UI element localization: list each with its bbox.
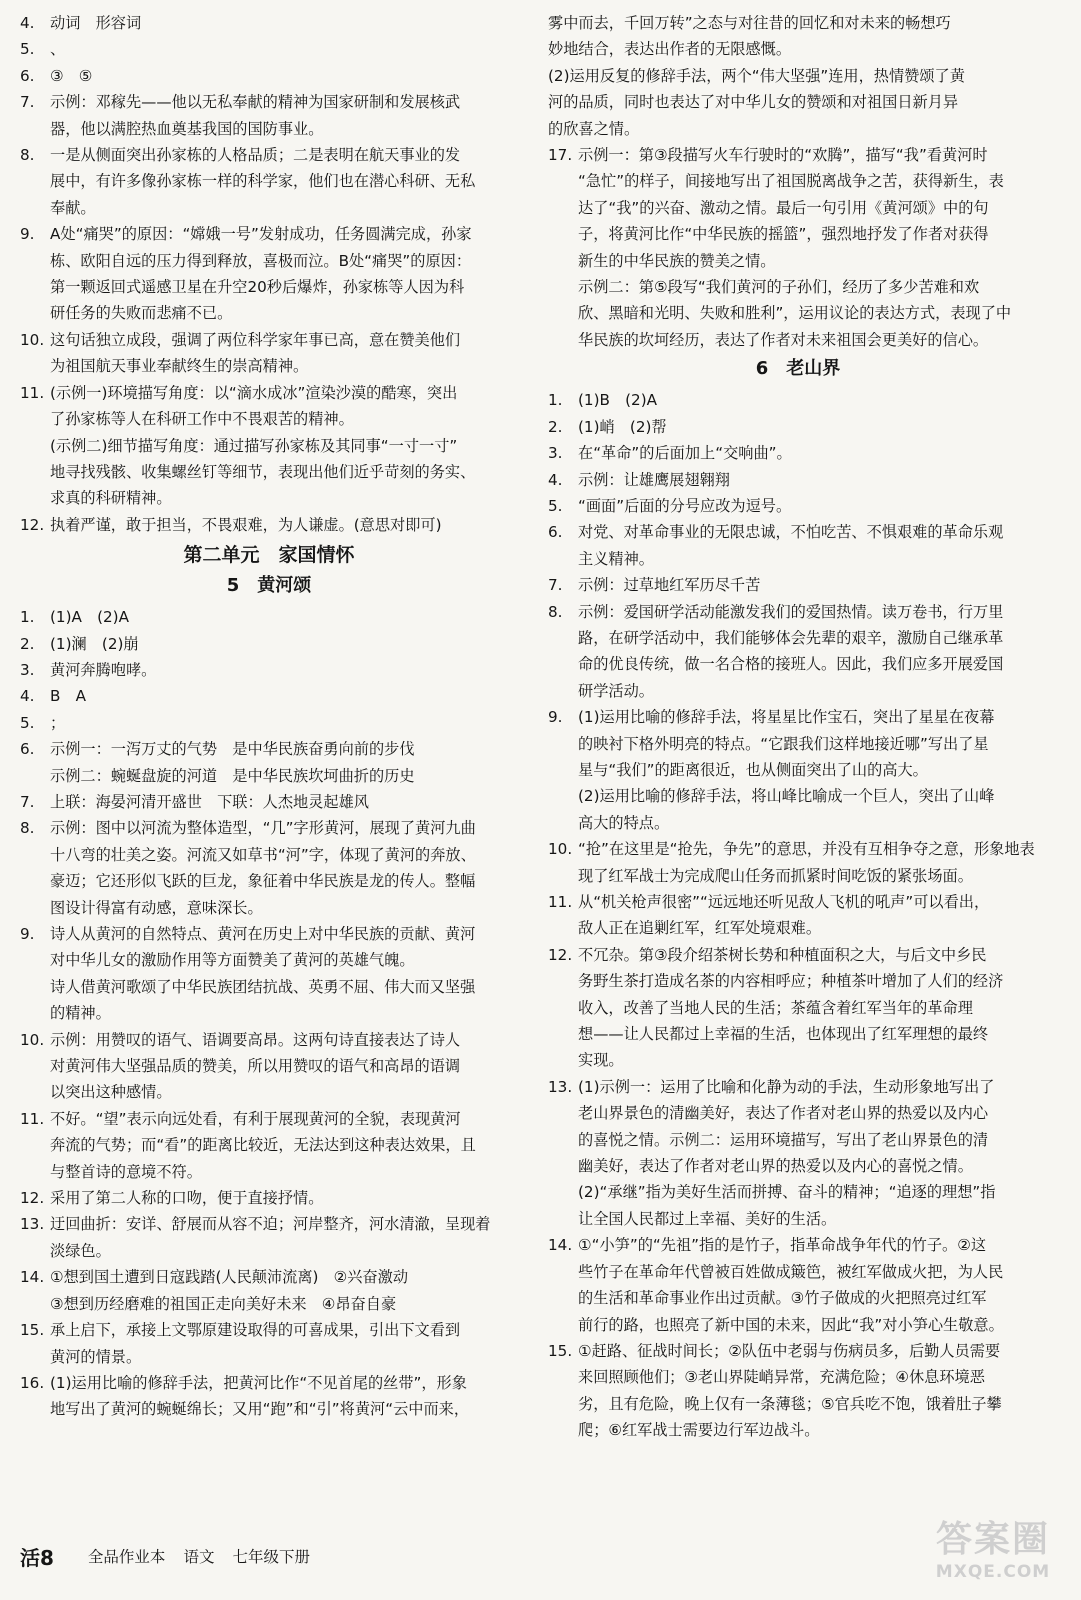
answer-number: 3.: [548, 444, 563, 463]
answer-number: 16.: [20, 1373, 45, 1392]
answer-text-line: 达了“我”的兴奋、激动之情。最后一句引用《黄河颂》中的句: [578, 198, 989, 217]
answer-text-line: 、: [50, 40, 66, 59]
answer-text-line: 现了红军战士为完成爬山任务而抓紧时间吃饭的紧张场面。: [578, 866, 973, 885]
answer-text-line: 子，将黄河比作“中华民族的摇篮”，强烈地抒发了作者对获得: [578, 225, 989, 244]
answer-text-line: 执着严谨，敢于担当，不畏艰难，为人谦虚。(意思对即可): [50, 515, 442, 534]
answer-text-line: (2)运用反复的修辞手法，两个“伟大坚强”连用，热情赞颂了黄: [548, 66, 965, 85]
answer-text-line: 对黄河伟大坚强品质的赞美，所以用赞叹的语气和高昂的语调: [50, 1057, 461, 1076]
answer-number: 6.: [20, 66, 35, 85]
watermark-logo-text: 答案圈: [935, 1518, 1050, 1560]
answer-number: 3.: [20, 660, 35, 679]
answer-number: 5.: [548, 496, 563, 515]
answer-item: [548, 572, 1048, 598]
answer-text-line: 务野生茶打造成名茶的内容相呼应；种植茶叶增加了人们的经济: [578, 972, 1004, 991]
answer-text-line: 华民族的坎坷经历，表达了作者对未来祖国会更美好的信心。: [578, 330, 989, 349]
answer-number: 10.: [20, 1030, 45, 1049]
answer-item: [20, 1027, 518, 1106]
answer-text-line: (1)峭 (2)帮: [578, 417, 667, 436]
answer-text-line: A处“痛哭”的原因：“嫦娥一号”发射成功，任务圆满完成，孙家: [50, 225, 472, 244]
answer-text-line: 示例二：第⑤段写“我们黄河的子孙们，经历了多少苦难和欢: [578, 278, 980, 297]
answer-text-line: 想——让人民都过上幸福的生活，也体现出了红军理想的最终: [578, 1025, 989, 1044]
answer-number: 15.: [20, 1321, 45, 1340]
lesson-heading: 5 黄河颂: [226, 575, 312, 597]
answer-item: [20, 142, 518, 221]
answer-number: 14.: [548, 1236, 573, 1255]
answer-item: [548, 599, 1048, 705]
answer-text-line: 欣、黑暗和光明、失败和胜利”，运用议论的表达方式，表现了中: [578, 304, 1012, 323]
answer-text-line: 路，在研学活动中，我们能够体会先辈的艰辛，激励自己继承革: [578, 628, 1004, 647]
answer-number: 9.: [20, 925, 35, 943]
answer-text-line: 的欣喜之情。: [548, 119, 640, 138]
answer-item: [548, 493, 1048, 519]
answer-text-line: 诗人从黄河的自然特点、黄河在历史上对中华民族的贡献、黄河: [50, 925, 476, 943]
answer-continuation: [548, 10, 1048, 142]
answer-number: 12.: [548, 945, 573, 964]
lesson-heading: 6 老山界: [755, 358, 841, 380]
answer-text-line: 示例：过草地红军历尽千苦: [578, 576, 761, 595]
answer-text-line: (2)“承继”指为美好生活而拼搏、奋斗的精神；“追逐的理想”指: [578, 1183, 996, 1202]
answer-number: 9.: [548, 708, 563, 727]
answer-text-line: 不冗杂。第③段介绍茶树长势和种植面积之大，与后文中乡民: [578, 945, 987, 964]
answer-text-line: (1)运用比喻的修辞手法，把黄河比作“不见首尾的丝带”，形象: [50, 1373, 467, 1392]
answer-text-line: 雾中而去，千回万转”之态与对往昔的回忆和对未来的畅想巧: [548, 14, 951, 32]
answer-number: 11.: [20, 383, 45, 402]
answer-text-line: “抢”在这里是“抢先，争先”的意思，并没有互相争夺之意，形象地表: [578, 840, 1035, 859]
answer-text-line: 河的品质，同时也表达了对中华儿女的赞颂和对祖国日新月异: [548, 93, 959, 112]
answer-item: [20, 512, 518, 538]
answer-text-line: 高大的特点。: [578, 813, 670, 832]
answer-text-line: 求真的科研精神。: [50, 489, 172, 508]
answer-item: [548, 440, 1048, 466]
answer-text-line: (2)运用比喻的修辞手法，将山峰比喻成一个巨人，突出了山峰: [578, 787, 995, 806]
page-footer: [20, 1540, 310, 1572]
answer-number: 11.: [20, 1109, 45, 1128]
answer-number: 8.: [20, 146, 35, 165]
unit-heading: 第二单元 家国情怀: [183, 544, 355, 567]
answer-text-line: ①赶路、征战时间长；②队伍中老弱与伤病员多，后勤人员需要: [578, 1341, 1001, 1360]
answer-item: [20, 327, 518, 380]
answer-text-line: 从“机关枪声很密”“远远地还听见敌人飞机的吼声”可以看出，: [578, 893, 990, 911]
answer-text-line: (1)运用比喻的修辞手法，将星星比作宝石，突出了星星在夜幕: [578, 708, 995, 727]
answer-number: 13.: [20, 1215, 45, 1234]
answer-item: [20, 221, 518, 327]
answer-number: 13.: [548, 1077, 573, 1096]
answer-text-line: 黄河奔腾咆哮。: [50, 660, 157, 679]
answer-text-line: 豪迈；它还形似飞跃的巨龙，象征着中华民族是龙的传人。整幅: [50, 872, 476, 891]
answer-item: [20, 789, 518, 815]
answer-number: 2.: [548, 417, 563, 436]
answer-text-line: 展中，有许多像孙家栋一样的科学家，他们也在潜心科研、无私: [50, 172, 476, 191]
answer-text-line: 诗人借黄河歌颂了中华民族团结抗战、英勇不屈、伟大而又坚强: [50, 977, 476, 996]
left-column: [20, 10, 518, 1423]
answer-item: [20, 1106, 518, 1185]
grade-label: 七年级下册: [232, 1548, 310, 1566]
answer-text-line: 敌人正在追剿红军，红军处境艰难。: [578, 919, 821, 938]
answer-text-line: 的喜悦之情。示例二：运用环境描写，写出了老山界景色的清: [578, 1130, 989, 1149]
answer-text-line: 妙地结合，表达出作者的无限感慨。: [548, 40, 791, 59]
answer-text-line: 栋、欧阳自远的压力得到释放，喜极而泣。B处“痛哭”的原因：: [50, 251, 472, 270]
answer-text-line: 示例：爱国研学活动能激发我们的爱国热情。读万卷书，行万里: [578, 602, 1004, 621]
answer-item: [20, 683, 518, 709]
answer-number: 10.: [20, 330, 45, 349]
answer-text-line: 了孙家栋等人在科研工作中不畏艰苦的精神。: [50, 410, 354, 429]
answer-text-line: 来回照顾他们；③老山界陡峭异常，充满危险；④休息环境恶: [578, 1368, 985, 1387]
answer-text-line: (示例一)环境描写角度：以“滴水成冰”渲染沙漠的酷寒，突出: [50, 383, 458, 402]
answer-number: 5.: [20, 40, 35, 59]
answer-number: 8.: [548, 602, 563, 621]
answer-item: [20, 815, 518, 921]
answer-text-line: “急忙”的样子，间接地写出了祖国脱离战争之苦，获得新生，表: [578, 172, 1004, 191]
answer-text-line: 图设计得富有动感，意味深长。: [50, 898, 263, 917]
answer-item: [548, 704, 1048, 836]
answer-text-line: 承上启下，承接上文鄂原建设取得的可喜成果，引出下文看到: [50, 1321, 461, 1340]
answer-item: [20, 380, 518, 512]
answer-text-line: 示例：图中以河流为整体造型，“几”字形黄河，展现了黄河九曲: [50, 819, 476, 838]
answer-item: [20, 631, 518, 657]
answer-text-line: 奔流的气势；而“看”的距离比较近，无法达到这种表达效果，且: [50, 1136, 476, 1155]
answer-item: [548, 414, 1048, 440]
answer-text-line: ①想到国土遭到日寇践踏(人民颠沛流离) ②兴奋激动: [50, 1268, 409, 1287]
answer-text-line: 示例：邓稼先——他以无私奉献的精神为国家研制和发展核武: [50, 93, 461, 112]
answer-item: [20, 1370, 518, 1423]
answer-text-line: 迂回曲折：安详、舒展而从容不迫；河岸整齐，河水清澈，呈现着: [50, 1215, 491, 1234]
answer-text-line: 些竹子在革命年代曾被百姓做成簸笆，被红军做成火把，为人民: [578, 1262, 1004, 1281]
answer-text-line: 不好。“望”表示向远处看，有利于展现黄河的全貌，表现黄河: [50, 1109, 461, 1128]
answer-text-line: 采用了第二人称的口吻，便于直接抒情。: [50, 1189, 324, 1208]
answer-text-line: 星与“我们”的距离很近，也从侧面突出了山的高大。: [578, 760, 928, 779]
answer-text-line: 的映衬下格外明亮的特点。“它跟我们这样地接近哪”写出了星: [578, 734, 989, 753]
answer-text-line: 让全国人民都过上幸福、美好的生活。: [578, 1209, 837, 1228]
answer-text-line: 研任务的失败而悲痛不已。: [50, 304, 233, 323]
answer-item: [20, 921, 518, 1027]
answer-text-line: 研学活动。: [578, 681, 654, 700]
answer-text-line: (1)澜 (2)崩: [50, 634, 139, 653]
answer-number: 4.: [20, 14, 35, 32]
answer-item: [548, 1338, 1048, 1444]
answer-text-line: ③ ⑤: [50, 66, 93, 85]
answer-text-line: ；: [50, 713, 66, 732]
answer-number: 1.: [548, 391, 563, 410]
answer-text-line: B A: [50, 687, 86, 706]
subject-label: 语文: [183, 1548, 215, 1566]
answer-text-line: 爬；⑥红军战士需要边行军边战斗。: [578, 1421, 820, 1440]
answer-number: 6.: [548, 523, 563, 542]
answer-number: 15.: [548, 1341, 573, 1360]
answer-text-line: 奉献。: [50, 198, 96, 217]
answer-number: 11.: [548, 893, 573, 911]
answer-item: [548, 836, 1048, 889]
answer-text-line: 的生活和革命事业作出过贡献。③竹子做成的火把照亮过红军: [578, 1289, 987, 1308]
answer-text-line: 示例：让雄鹰展翅翱翔: [578, 470, 730, 489]
answer-number: 9.: [20, 225, 35, 244]
page-label: 活8: [20, 1545, 54, 1570]
answer-text-line: 示例二：蜿蜒盘旋的河道 是中华民族坎坷曲折的历史: [50, 766, 415, 785]
answer-text-line: 十八弯的壮美之姿。河流又如草书“河”字，体现了黄河的奔放、: [50, 845, 476, 864]
answer-text-line: 器，他以满腔热血奠基我国的国防事业。: [50, 119, 324, 138]
answer-item: [548, 387, 1048, 413]
answer-number: 12.: [20, 1189, 45, 1208]
watermark-url: MXQE.COM: [935, 1561, 1051, 1582]
answer-item: [548, 889, 1048, 942]
answer-text-line: (示例二)细节描写角度：通过描写孙家栋及其同事“一寸一寸”: [50, 436, 458, 455]
answer-number: 17.: [548, 146, 573, 165]
answer-item: [20, 36, 518, 62]
answer-text-line: ③想到历经磨难的祖国正走向美好未来 ④昂奋自豪: [50, 1294, 397, 1313]
answer-item: [20, 1264, 518, 1317]
answer-text-line: “画面”后面的分号应改为逗号。: [578, 496, 792, 515]
answer-text-line: 新生的中华民族的赞美之情。: [578, 251, 776, 270]
answer-item: [20, 604, 518, 630]
answer-text-line: (1)A (2)A: [50, 608, 129, 627]
answer-text-line: 地寻找残骸、收集螺丝钉等细节，表现出他们近乎苛刻的务实、: [50, 462, 476, 481]
answer-text-line: 示例：用赞叹的语气、语调要高昂。这两句诗直接表达了诗人: [50, 1030, 461, 1049]
answer-text-line: 第一颗返回式遥感卫星在升空20秒后爆炸，孙家栋等人因为科: [50, 278, 465, 297]
answer-item: [548, 1074, 1048, 1232]
answer-text-line: 动词 形容词: [50, 14, 142, 32]
answer-item: [548, 142, 1048, 353]
answer-text-line: 示例一：一泻万丈的气势 是中华民族奋勇向前的步伐: [50, 740, 415, 759]
answer-text-line: 淡绿色。: [50, 1241, 111, 1260]
answer-number: 4.: [20, 687, 35, 706]
answer-text-line: 黄河的情景。: [50, 1347, 142, 1366]
answer-number: 14.: [20, 1268, 45, 1287]
answer-item: [20, 736, 518, 789]
answer-text-line: 一是从侧面突出孙家栋的人格品质；二是表明在航天事业的发: [50, 146, 461, 165]
right-column: [548, 10, 1048, 1444]
answer-number: 10.: [548, 840, 573, 859]
answer-text-line: 上联：海晏河清开盛世 下联：人杰地灵起雄风: [50, 792, 369, 811]
answer-item: [548, 942, 1048, 1074]
answer-number: 12.: [20, 515, 45, 534]
answer-text-line: 以突出这种感情。: [50, 1083, 172, 1102]
answer-item: [548, 1232, 1048, 1338]
answer-number: 6.: [20, 740, 35, 759]
answer-item: [548, 519, 1048, 572]
answer-text-line: 这句话独立成段，强调了两位科学家年事已高，意在赞美他们: [50, 330, 461, 349]
answer-text-line: 前行的路，也照亮了新中国的未来，因此“我”对小笋心生敬意。: [578, 1315, 1004, 1334]
answer-text-line: 对党、对革命事业的无限忠诚，不怕吃苦、不惧艰难的革命乐观: [578, 523, 1004, 542]
answer-item: [20, 657, 518, 683]
answer-item: [20, 10, 518, 36]
answer-text-line: 在“革命”的后面加上“交响曲”。: [578, 444, 792, 463]
answer-text-line: 老山界景色的清幽美好，表达了作者对老山界的热爱以及内心: [578, 1104, 989, 1123]
answer-text-line: 命的优良传统，做一名合格的接班人。因此，我们应多开展爱国: [578, 655, 1004, 674]
answer-text-line: 与整首诗的意境不符。: [50, 1162, 202, 1181]
answer-item: [548, 467, 1048, 493]
answer-number: 4.: [548, 470, 563, 489]
answer-number: 1.: [20, 608, 35, 627]
answer-text-line: 示例一：第③段描写火车行驶时的“欢腾”，描写“我”看黄河时: [578, 146, 988, 165]
answer-number: 7.: [20, 93, 35, 112]
answer-text-line: ①“小笋”的“先祖”指的是竹子，指革命战争年代的竹子。②这: [578, 1236, 987, 1255]
site-watermark: [923, 1498, 1063, 1594]
answer-number: 5.: [20, 713, 35, 732]
answer-number: 2.: [20, 634, 35, 653]
answer-item: [20, 1185, 518, 1211]
answer-text-line: 为祖国航天事业奉献终生的崇高精神。: [50, 357, 309, 376]
answer-number: 8.: [20, 819, 35, 838]
answer-item: [20, 63, 518, 89]
answer-text-line: 对中华儿女的激励作用等方面赞美了黄河的英雄气魄。: [50, 951, 415, 970]
answer-number: 7.: [548, 576, 563, 595]
answer-number: 7.: [20, 792, 35, 811]
answer-text-line: (1)示例一：运用了比喻和化静为动的手法，生动形象地写出了: [578, 1077, 995, 1096]
answer-text-line: 实现。: [578, 1051, 624, 1070]
answer-text-line: 主义精神。: [578, 549, 654, 568]
answer-text-line: 地写出了黄河的蜿蜒绵长；又用“跑”和“引”将黄河“云中而来，: [50, 1400, 470, 1419]
answer-item: [20, 1317, 518, 1370]
answer-text-line: 劣，且有危险，晚上仅有一条薄毯；⑤官兵吃不饱，饿着肚子攀: [578, 1394, 1002, 1413]
answer-text-line: 的精神。: [50, 1004, 111, 1023]
answer-text-line: (1)B (2)A: [578, 391, 658, 410]
answer-text-line: 收入，改善了当地人民的生活；茶蕴含着红军当年的革命理: [578, 998, 973, 1017]
answer-item: [20, 89, 518, 142]
book-title: 全品作业本: [87, 1548, 166, 1566]
answer-item: [20, 1211, 518, 1264]
answer-text-line: 幽美好，表达了作者对老山界的热爱以及内心的喜悦之情。: [578, 1157, 973, 1176]
answer-item: [20, 710, 518, 736]
